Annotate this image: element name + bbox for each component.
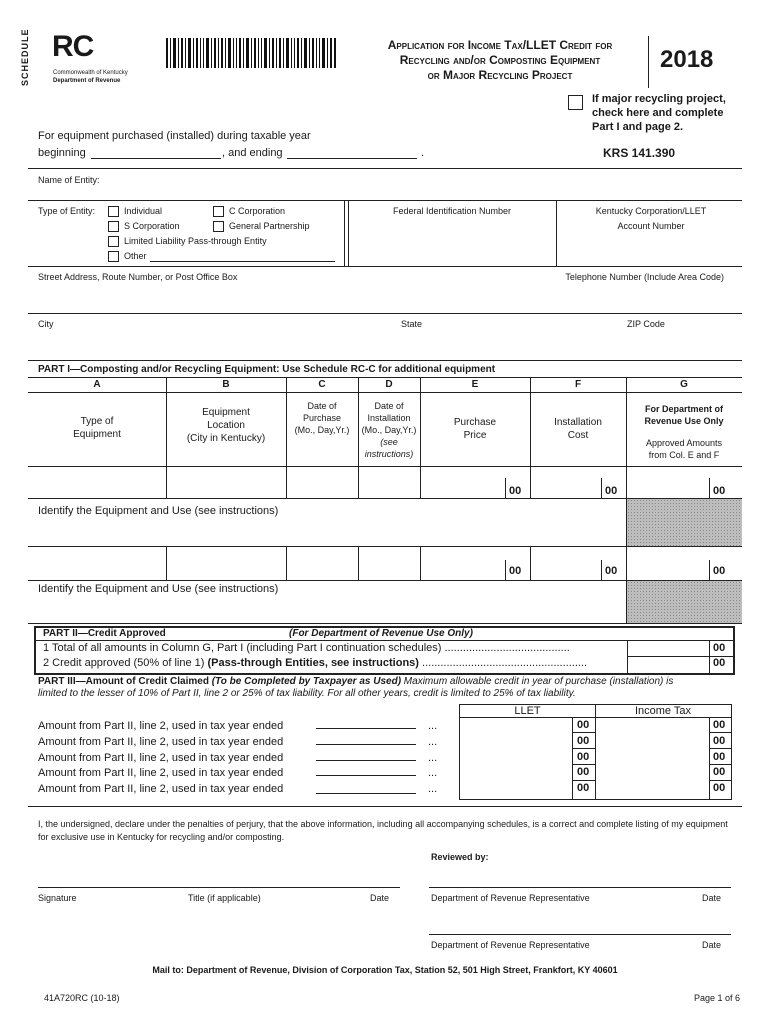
city-label: City (38, 319, 54, 329)
ky-corp-label-line1: Kentucky Corporation/LLET (595, 206, 707, 216)
fein-label: Federal Identification Number (392, 206, 512, 216)
dor-rep-date-label-1: Date (702, 893, 722, 903)
agency-line2: Department of Revenue (53, 78, 121, 84)
part1-title: PART I—Composting and/or Recycling Equipment: Use Schedule RC-C for additional equipment (38, 364, 496, 375)
col-b-header: Equipment Location (City in Kentucky) (186, 407, 266, 444)
major-project-line3: Part I and page 2. (592, 121, 684, 133)
form-number: 41A720RC (10-18) (44, 993, 120, 1003)
part3-row3-income-cents: 00 (713, 751, 726, 763)
zip-label: ZIP Code (627, 319, 665, 329)
part2-line1-cents: 00 (713, 642, 726, 654)
dor-rep-date-label-2: Date (702, 940, 722, 950)
col-letter-f: F (574, 379, 582, 390)
row1-approved-cents: 00 (713, 485, 726, 497)
part3-header: PART III—Amount of Credit Claimed (To be Completed by Taxpayer as Used) Maximum allowable credit in year of purchase (installation) is (38, 676, 674, 687)
other-entity-field[interactable] (150, 261, 335, 262)
taxable-year-intro: For equipment purchased (installed) during taxable year (38, 130, 311, 142)
dor-rep-label-1: Department of Revenue Representative (431, 893, 590, 903)
mail-to: Mail to: Department of Revenue, Division of Corporation Tax, Station 52, 501 High Street, Frankfort, KY 40601 (152, 965, 618, 975)
part3-row4-income-cents: 00 (713, 766, 726, 778)
part3-row3-label: Amount from Part II, line 2, used in tax year ended (38, 752, 284, 764)
c-corporation-checkbox[interactable] (213, 206, 224, 217)
ending-date-field[interactable] (287, 158, 417, 159)
individual-label: Individual (124, 206, 163, 216)
general-partnership-checkbox[interactable] (213, 221, 224, 232)
other-checkbox[interactable] (108, 251, 119, 262)
ky-corp-label-line2: Account Number (617, 221, 685, 231)
part3-row5-llet-cents: 00 (577, 782, 590, 794)
part3-row2-dots: ... (428, 736, 438, 748)
part3-row5-label: Amount from Part II, line 2, used in tax year ended (38, 783, 284, 795)
row2-approved-cents: 00 (713, 565, 726, 577)
col-letter-c: C (318, 379, 326, 390)
krs-reference: KRS 141.390 (603, 146, 676, 160)
part2-line1: 1 Total of all amounts in Column G, Part I (including Part I continuation schedules) ......................................... (43, 642, 570, 654)
state-label: State (401, 319, 423, 329)
other-label: Other (124, 251, 147, 261)
row1-shaded-area (627, 499, 742, 546)
row1-identify-label: Identify the Equipment and Use (see instructions) (38, 505, 279, 517)
row1-purchase-cents: 00 (509, 485, 522, 497)
part3-row1-income-cents: 00 (713, 719, 726, 731)
row1-installation-cents: 00 (605, 485, 618, 497)
dor-rep-line-1[interactable] (429, 887, 731, 888)
part3-row3-year-field[interactable] (316, 760, 416, 761)
form-title-line1: Application for Income Tax/LLET Credit for (387, 38, 613, 52)
beginning-date-field[interactable] (91, 158, 221, 159)
part3-row4-label: Amount from Part II, line 2, used in tax year ended (38, 767, 284, 779)
col-g-header: For Department of Revenue Use Only Approved Amounts from Col. E and F (644, 404, 724, 460)
barcode (166, 38, 336, 68)
beginning-label: beginning (38, 147, 86, 159)
part3-row1-year-field[interactable] (316, 728, 416, 729)
ending-label: , and ending (222, 147, 283, 159)
part3-row4-dots: ... (428, 767, 438, 779)
row2-identify-label: Identify the Equipment and Use (see instructions) (38, 583, 279, 595)
row2-shaded-area (627, 581, 742, 623)
part3-row4-year-field[interactable] (316, 775, 416, 776)
part2-line2: 2 Credit approved (50% of line 1) (Pass-through Entities, see instructions) ...................................................... (43, 657, 588, 669)
tax-year: 2018 (660, 46, 714, 73)
part3-row4-llet-cents: 00 (577, 766, 590, 778)
part3-row2-income-cents: 00 (713, 735, 726, 747)
part3-row5-income-cents: 00 (713, 782, 726, 794)
name-of-entity-label: Name of Entity: (38, 175, 100, 185)
schedule-code: RC (52, 30, 94, 63)
period-mark: . (421, 147, 425, 159)
col-letter-b: B (222, 379, 230, 390)
major-project-checkbox[interactable] (568, 95, 583, 110)
col-letter-g: G (680, 379, 688, 390)
part3-row2-llet-cents: 00 (577, 735, 590, 747)
signature-line[interactable] (38, 887, 400, 888)
page-number: Page 1 of 6 (693, 993, 740, 1003)
major-project-line1: If major recycling project, (592, 93, 726, 105)
street-address-label: Street Address, Route Number, or Post Office Box (38, 272, 238, 282)
income-tax-column-header: Income Tax (634, 705, 692, 717)
part3-row1-label: Amount from Part II, line 2, used in tax year ended (38, 720, 284, 732)
part3-row3-dots: ... (428, 752, 438, 764)
part2-note: (For Department of Revenue Use Only) (289, 628, 473, 639)
part3-row3-llet-cents: 00 (577, 751, 590, 763)
major-project-line2: check here and complete (592, 107, 724, 119)
col-a-header: Type of Equipment (73, 416, 121, 440)
type-of-entity-label: Type of Entity: (38, 206, 96, 216)
part3-row2-label: Amount from Part II, line 2, used in tax year ended (38, 736, 284, 748)
part3-row2-year-field[interactable] (316, 744, 416, 745)
row2-installation-cents: 00 (605, 565, 618, 577)
col-c-header: Date of Purchase (Mo., Day,Yr.) (294, 401, 350, 435)
part3-row5-dots: ... (428, 783, 438, 795)
telephone-label: Telephone Number (Include Area Code) (565, 272, 724, 282)
s-corporation-checkbox[interactable] (108, 221, 119, 232)
form-title-line2: Recycling and/or Composting Equipment (399, 53, 601, 67)
title-label: Title (if applicable) (188, 893, 261, 903)
c-corporation-label: C Corporation (229, 206, 286, 216)
part3-row1-llet-cents: 00 (577, 719, 590, 731)
col-letter-e: E (471, 379, 479, 390)
reviewed-by-label: Reviewed by: (431, 852, 489, 862)
individual-checkbox[interactable] (108, 206, 119, 217)
row2-purchase-cents: 00 (509, 565, 522, 577)
declaration-text: I, the undersigned, declare under the penalties of perjury, that the above information, including all accompanying schedules, is a correct and complete listing of my equipment for exclusive use in Kentucky for recycling and/or composting. (38, 819, 728, 842)
llpte-checkbox[interactable] (108, 236, 119, 247)
part3-row1-dots: ... (428, 720, 438, 732)
dor-rep-line-2[interactable] (429, 934, 731, 935)
signature-date-label: Date (370, 893, 390, 903)
form-title-line3: or Major Recycling Project (427, 68, 573, 82)
part3-description: limited to the lesser of 10% of Part II, line 2 or 25% of tax liability. For all other years, credit is limited to 25% of tax liability. (38, 688, 576, 699)
s-corporation-label: S Corporation (124, 221, 180, 231)
schedule-label: SCHEDULE (20, 28, 30, 86)
part3-row5-year-field[interactable] (316, 793, 416, 794)
llet-column-header: LLET (514, 705, 541, 717)
general-partnership-label: General Partnership (229, 221, 310, 231)
llpte-label: Limited Liability Pass-through Entity (124, 236, 267, 246)
part2-title: PART II—Credit Approved (43, 628, 166, 639)
col-letter-a: A (93, 379, 101, 390)
col-e-header: Purchase Price (453, 417, 497, 441)
col-d-header: Date of Installation (Mo., Day,Yr.) (see instructions) (361, 401, 417, 459)
signature-label: Signature (38, 893, 77, 903)
col-f-header: Installation Cost (554, 417, 602, 441)
dor-rep-label-2: Department of Revenue Representative (431, 940, 590, 950)
agency-line1: Commonwealth of Kentucky (53, 70, 128, 76)
part2-line2-cents: 00 (713, 657, 726, 669)
col-letter-d: D (385, 379, 393, 390)
